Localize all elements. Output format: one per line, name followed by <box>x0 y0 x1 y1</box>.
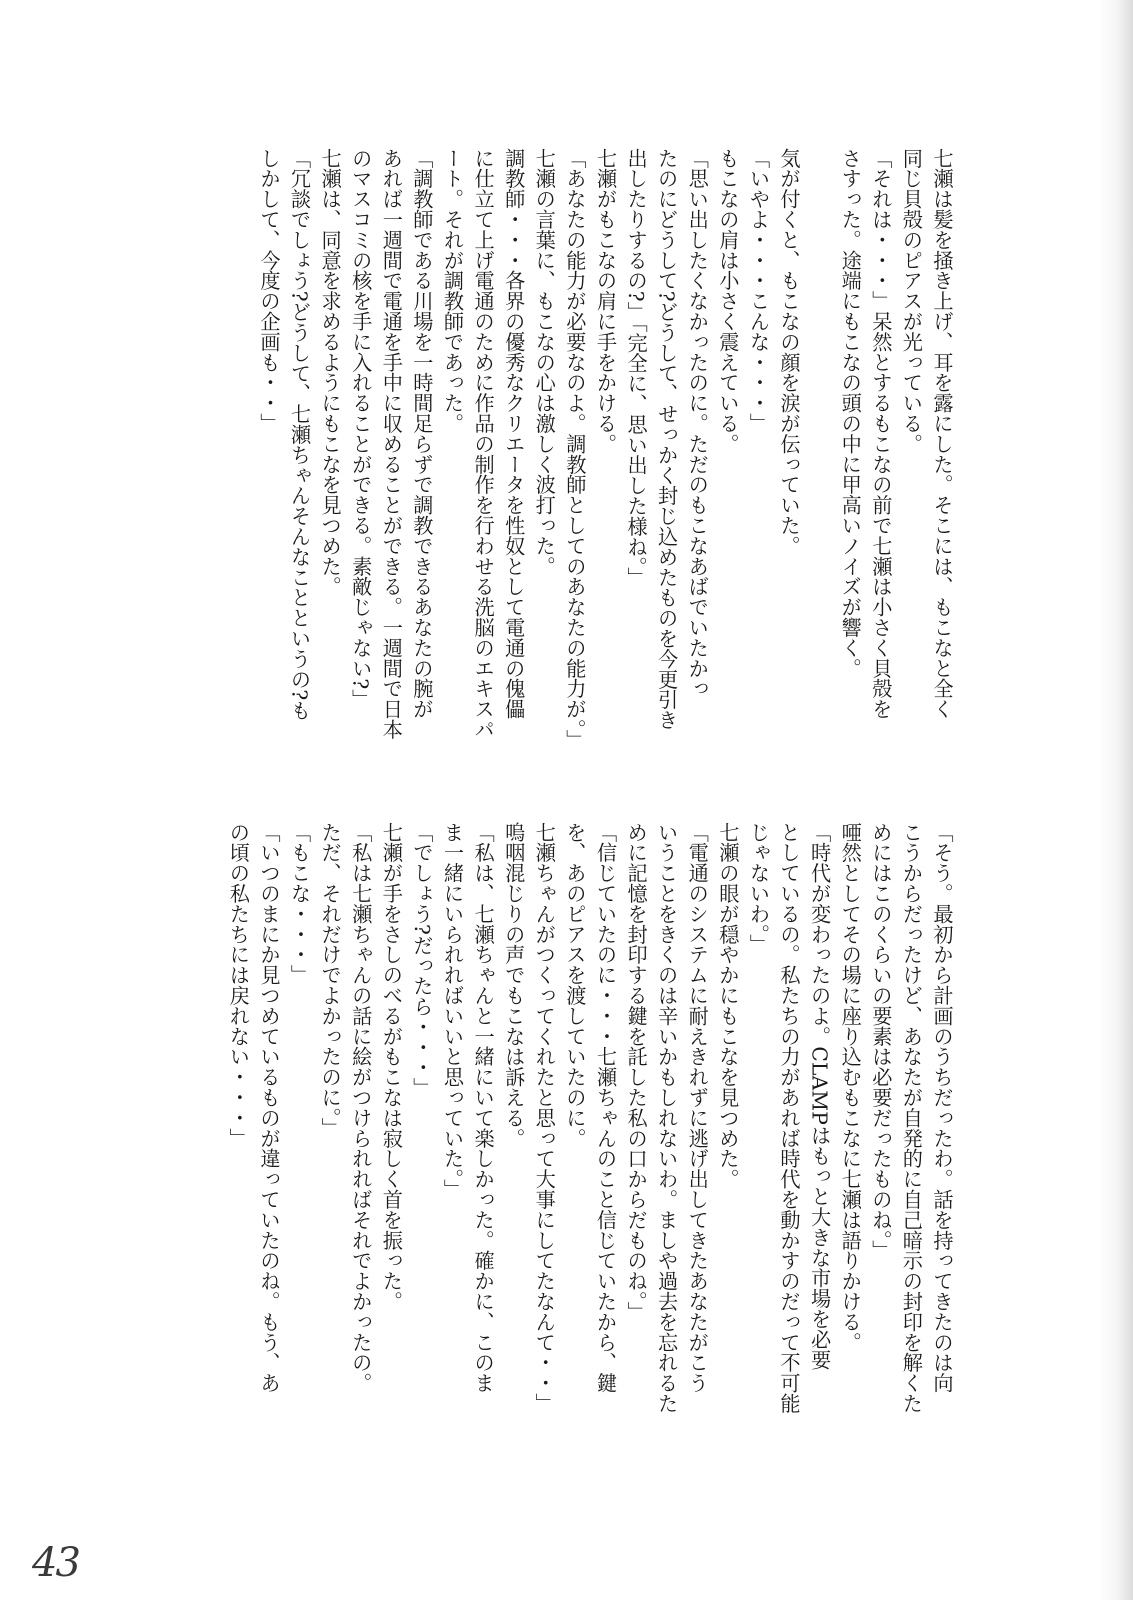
text-line: しかして、今度の企画も・・」 <box>256 148 281 434</box>
page-number: 43 <box>32 1540 79 1586</box>
text-line <box>804 148 835 800</box>
text-line: 「それは・・・」呆然とするもこなの前で七瀬は小さく貝殻を <box>868 148 893 720</box>
text-line: もこなの肩は小さく震えている。 <box>715 148 740 454</box>
text-line: 「いつのまにか見つめているものが違っていたのね。もう、あ <box>256 822 281 1394</box>
text-line: 七瀬の眼が穏やかにもこなを見つめた。 <box>715 822 740 1190</box>
text-line: 七瀬がもこなの肩に手をかける。 <box>593 148 618 454</box>
text-line: ート。それが調教師であった。 <box>440 148 465 434</box>
text-line: 「私は、七瀬ちゃんと一緒にいて楽しかった。確かに、このま <box>471 822 496 1394</box>
text-line: めに記憶を封印する鍵を託した私の口からだものね。」 <box>624 822 649 1322</box>
text-line: を、あのピアスを渡していたのに。 <box>562 822 587 1149</box>
text-line: 七瀬は髪を掻き上げ、耳を露にした。そこには、もこなと全く <box>930 148 954 720</box>
text-line: 同じ貝殻のピアスが光っている。 <box>899 148 924 454</box>
text-line: めにはこのくらいの要素は必要だったものね。」 <box>868 822 893 1261</box>
text-line: 出したりするの?」「完全に、思い出した様ね。」 <box>624 148 649 588</box>
text-line: いうことをきくのは辛いかもしれないわ。ましや過去を忘れるた <box>654 822 679 1414</box>
text-line: 「あなたの能力が必要なのよ。調教師としてのあなたの能力が。」 <box>562 148 587 750</box>
text-line: 「私は七瀬ちゃんの話に絵がつけられればそれでよかったの。 <box>348 822 373 1394</box>
text-line: 七瀬が手をさしのべるがもこなは寂しく首を振った。 <box>379 822 404 1312</box>
text-line: 「信じていたのに・・・七瀬ちゃんのこと信じていたから、鍵 <box>593 822 618 1394</box>
text-line: に仕立て上げ電通のために作品の制作を行わせる洗脳のエキスパ <box>471 148 496 740</box>
text-line: こうからだったけど、あなたが自発的に自己暗示の封印を解くた <box>899 822 924 1414</box>
text-line: のマスコミの核を手に入れることができる。素敵じゃない?」 <box>348 148 373 710</box>
text-line: ただ、それだけでよかったのに。」 <box>318 822 343 1139</box>
text-line: 七瀬の言葉に、もこなの心は激しく波打った。 <box>532 148 557 577</box>
text-line: 「思い出したくなかったのに。ただのもこなあばでいたかっ <box>685 148 710 699</box>
text-line: 「そう。最初から計画のうちだったわ。話を持ってきたのは向 <box>930 822 954 1394</box>
text-line: 「でしょう?だったら・・・」 <box>409 822 434 1099</box>
text-line: 「電通のシステムに耐えきれずに逃げ出してきたあなたがこう <box>685 822 710 1394</box>
text-line: 七瀬ちゃんがつくってくれたと思って大事にしてたなんて・・」 <box>532 822 557 1414</box>
text-line: 「もこな・・・」 <box>287 822 312 986</box>
text-line: たのにどうして?どうして、せっかく封じ込めたものを今更引き <box>654 148 679 731</box>
text-line: 「冗談でしょう?どうして、七瀬ちゃんそんなことというの?も <box>287 148 312 721</box>
text-line: ま一緒にいられればいいと思っていた。」 <box>440 822 465 1200</box>
text-line: 「時代が変わったのよ。CLAMPはもっと大きな市場を必要 <box>807 822 832 1370</box>
text-line: としているの。私たちの力があれば時代を動かすのだって不可能 <box>777 822 802 1414</box>
text-line: 「調教師である川場を一時間足らずで調教できるあなたの腕が <box>409 148 434 720</box>
text-line: あれば一週間で電通を手中に収めることができる。一週間で日本 <box>379 148 404 740</box>
text-line: の頃の私たちには戻れない・・・」 <box>226 822 251 1149</box>
text-line: 「いやよ・・・こんな・・・」 <box>746 148 771 434</box>
text-line: さすった。途端にもこなの頭の中に甲高いノイズが響く。 <box>838 148 863 679</box>
lower-text-block <box>217 822 957 1462</box>
text-line: じゃないわ。」 <box>746 822 771 955</box>
text-line: 嗚咽混じりの声でもこなは訴える。 <box>501 822 526 1149</box>
page-edge-shadow <box>1099 0 1133 1600</box>
text-line: 唖然としてその場に座り込むもこなに七瀬は語りかける。 <box>838 822 863 1353</box>
text-line: 気が付くと、もこなの顔を涙が伝っていた。 <box>777 148 802 556</box>
text-line: 調教師・・・各界の優秀なクリエータを性奴として電通の傀儡 <box>501 148 526 720</box>
upper-text-block <box>217 148 957 800</box>
text-line: 七瀬は、同意を求めるようにもこなを見つめた。 <box>318 148 343 597</box>
